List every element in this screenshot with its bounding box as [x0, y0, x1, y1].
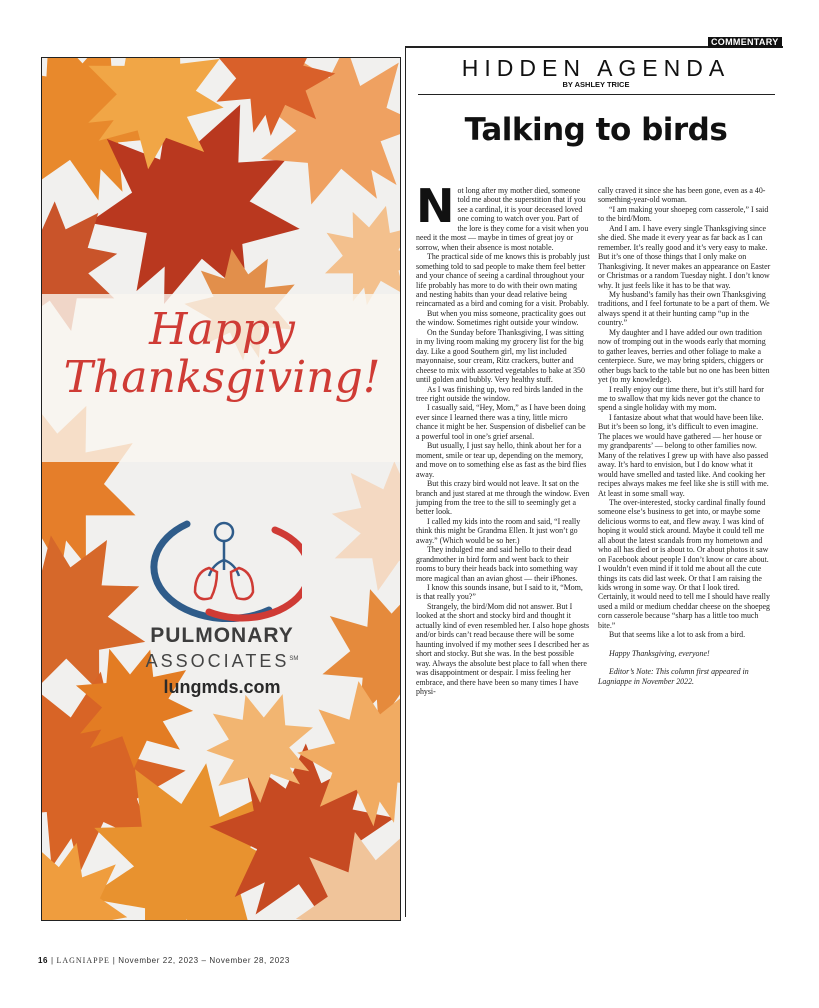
article-paragraph: I know this sounds insane, but I said to it, “Mom, is that really you?” [416, 583, 583, 602]
article-paragraph: cally craved it since she has been gone, even as a 40-something-year-old woman. [598, 186, 766, 205]
page-footer [38, 956, 290, 965]
column-divider [405, 47, 406, 917]
publication-name: LAGNIAPPE [56, 956, 110, 965]
byline: BY ASHLEY TRICE [562, 80, 630, 89]
greeting-line-1: Happy [149, 304, 295, 355]
article-paragraph: I fantasize about what that would have been like. But it’s been so long, it’s difficult to even imagine. The places we would have gathered — her house or my grandparents’ — belong to other families now. Many of the relatives I grew up with have also passed away. It’s hard to envision, but I do know what it would have smelled and tasted like. And cooking her recipes always makes me feel like she is still with me. At least in some small way. [598, 412, 769, 498]
advertiser-website: lungmds.com [163, 677, 281, 697]
greeting-line-2: Thanksgiving! [63, 352, 381, 403]
thanksgiving-greeting [42, 304, 401, 403]
drop-cap: N [416, 179, 455, 233]
issue-date-range: November 22, 2023 – November 28, 2023 [118, 956, 290, 965]
article-paragraph: But this crazy bird would not leave. It sat on the branch and just stared at me through the window. Even jumping from the tree to the sill to seemingly get a better look. [416, 479, 590, 517]
section-tag: COMMENTARY [708, 37, 782, 48]
article-paragraph: The practical side of me knows this is probably just something told to sad people to make them feel better and your chance of seeing a cardinal throughout your life probably has more to do with their own mating and nesting habits than your dead relative being reincarnated as a bird and coming for a visit. Probably. [416, 252, 590, 309]
article-paragraph: My husband’s family has their own Thanksgiving traditions, and I feel fortunate to be a part of them. We always spend it at their hunting camp “up in the country.” [598, 289, 770, 328]
article-column-2 [598, 186, 772, 686]
article-paragraph: But usually, I just say hello, think about her for a moment, smile or tear up, depending on the memory, and move on to something else as fast as the bird flies away. [416, 441, 587, 479]
article-paragraph: I called my kids into the room and said, “I really think this might be Grandma Ellen. It just won’t go away.” (Which would be so her.) [416, 516, 581, 545]
brand-name-line-1: PULMONARY [150, 624, 294, 647]
lungs-logo-icon [147, 510, 302, 622]
footer-separator: | [112, 956, 116, 965]
article-paragraph: And I am. I have every single Thanksgiving since she died. She made it every year as far back as I can remember. It’s really good and it’s very easy to make. But it’s one of those things that I only make on Thanksgiving. It never makes an appearance on Easter or Christmas or a random Tuesday night. I don’t know why. It just feels like it has to be that way. [598, 223, 771, 290]
column-name: HIDDEN AGENDA [461, 55, 731, 81]
article-paragraph: But that seems like a lot to ask from a bird. [609, 630, 746, 640]
article-column-1 [416, 179, 590, 697]
article-paragraph: They indulged me and said hello to their dead grandmother in bird form and went back to their rooms to bury their heads back into something way more magical than an avian ghost — their iPhones. [416, 545, 578, 583]
article-paragraph: My daughter and I have added our own tradition now of tromping out in the woods early that morning to gather leaves, berries and other foliage to make a centerpiece. Sure, we may bring spiders, chiggers or other bugs back to the table but no one has been bitten yet (to my knowledge). [598, 327, 770, 385]
article-paragraph: Strangely, the bird/Mom did not answer. But I looked at the short and stocky bird and thought it actually kind of even resembled her. I also hope ghosts and/or birds can’t read because there will be some haunting involved if my mother sees I described her as short and stocky. But she was. In the best possible way. Always the absolute best place to fall when there was disappointment or despair. I miss feeling her embrace, and there have been so many times I have physi- [416, 601, 590, 697]
article-paragraph: I really enjoy our time there, but it’s still hard for me to swallow that my kids never got the chance to spend a single holiday with my mom. [598, 384, 764, 413]
thanksgiving-advertisement [41, 57, 401, 921]
paragraph-text: ot long after my mother died, someone told me about the superstition that if you see a cardinal, it is your deceased loved one coming to watch over you. Part of the lore is they come for a visit when you need it the most — maybe in times of great joy or sorrow, when their absence is most notable. [416, 186, 589, 252]
sign-off: Happy Thanksgiving, everyone! [609, 648, 710, 658]
article-headline: Talking to birds [464, 112, 728, 148]
article-paragraph: As I was finishing up, two red birds landed in the tree right outside the window. [416, 384, 583, 403]
article-paragraph: But when you miss someone, practicality goes out the window. Sometimes right outside your window. [416, 308, 586, 328]
brand-name-text: ASSOCIATES [145, 651, 290, 671]
article-paragraph: The over-interested, stocky cardinal finally found someone else’s business to get into, or maybe some delicious worms to eat, and flew away. I was kind of hoping it would stick around. Maybe it could tell me all about the latest scandals from my hometown and who all has died or is about to. Or about photos it saw on Facebook about people I don’t know or care about. I wouldn’t even mind if it told me about all the cute things its cats did last week. Or that I am raising the kids wrong in some way. Or that I look tired. Certainly, it would need to tell me I should have really used a mild or medium cheddar cheese on the shoepeg corn casserole because “sharp has a little too much bite.” [598, 497, 771, 630]
article-paragraph: “I am making your shoepeg corn casserole,” I said to the bird/Mom. [598, 204, 769, 224]
autumn-leaves-illustration [42, 58, 401, 921]
editors-note: Editor’s Note: This column first appeared in Lagniappe in November 2022. [598, 667, 749, 686]
advertiser-brand [42, 624, 401, 698]
brand-name-line-2 [42, 651, 401, 672]
service-mark: SM [289, 656, 299, 662]
footer-separator: | [50, 956, 54, 965]
article-paragraph: I casually said, “Hey, Mom,” as I have been doing ever since I learned there was a tiny, little micro chance it might be her. Suspension of disbelief can be a powerful tool in one’s grief arsenal. [416, 403, 586, 441]
article-paragraph: On the Sunday before Thanksgiving, I was sitting in my living room making my grocery list for the big day. Like a good Southern girl, my list included mayonnaise, sour cream, Ritz crackers, butter and cheese to mix with assorted vegetables to bake at 350 until golden and bubbly. Very healthy stuff. [416, 327, 585, 385]
page-number: 16 [38, 956, 49, 965]
header-rule [418, 94, 775, 95]
article-paragraph [416, 179, 590, 252]
